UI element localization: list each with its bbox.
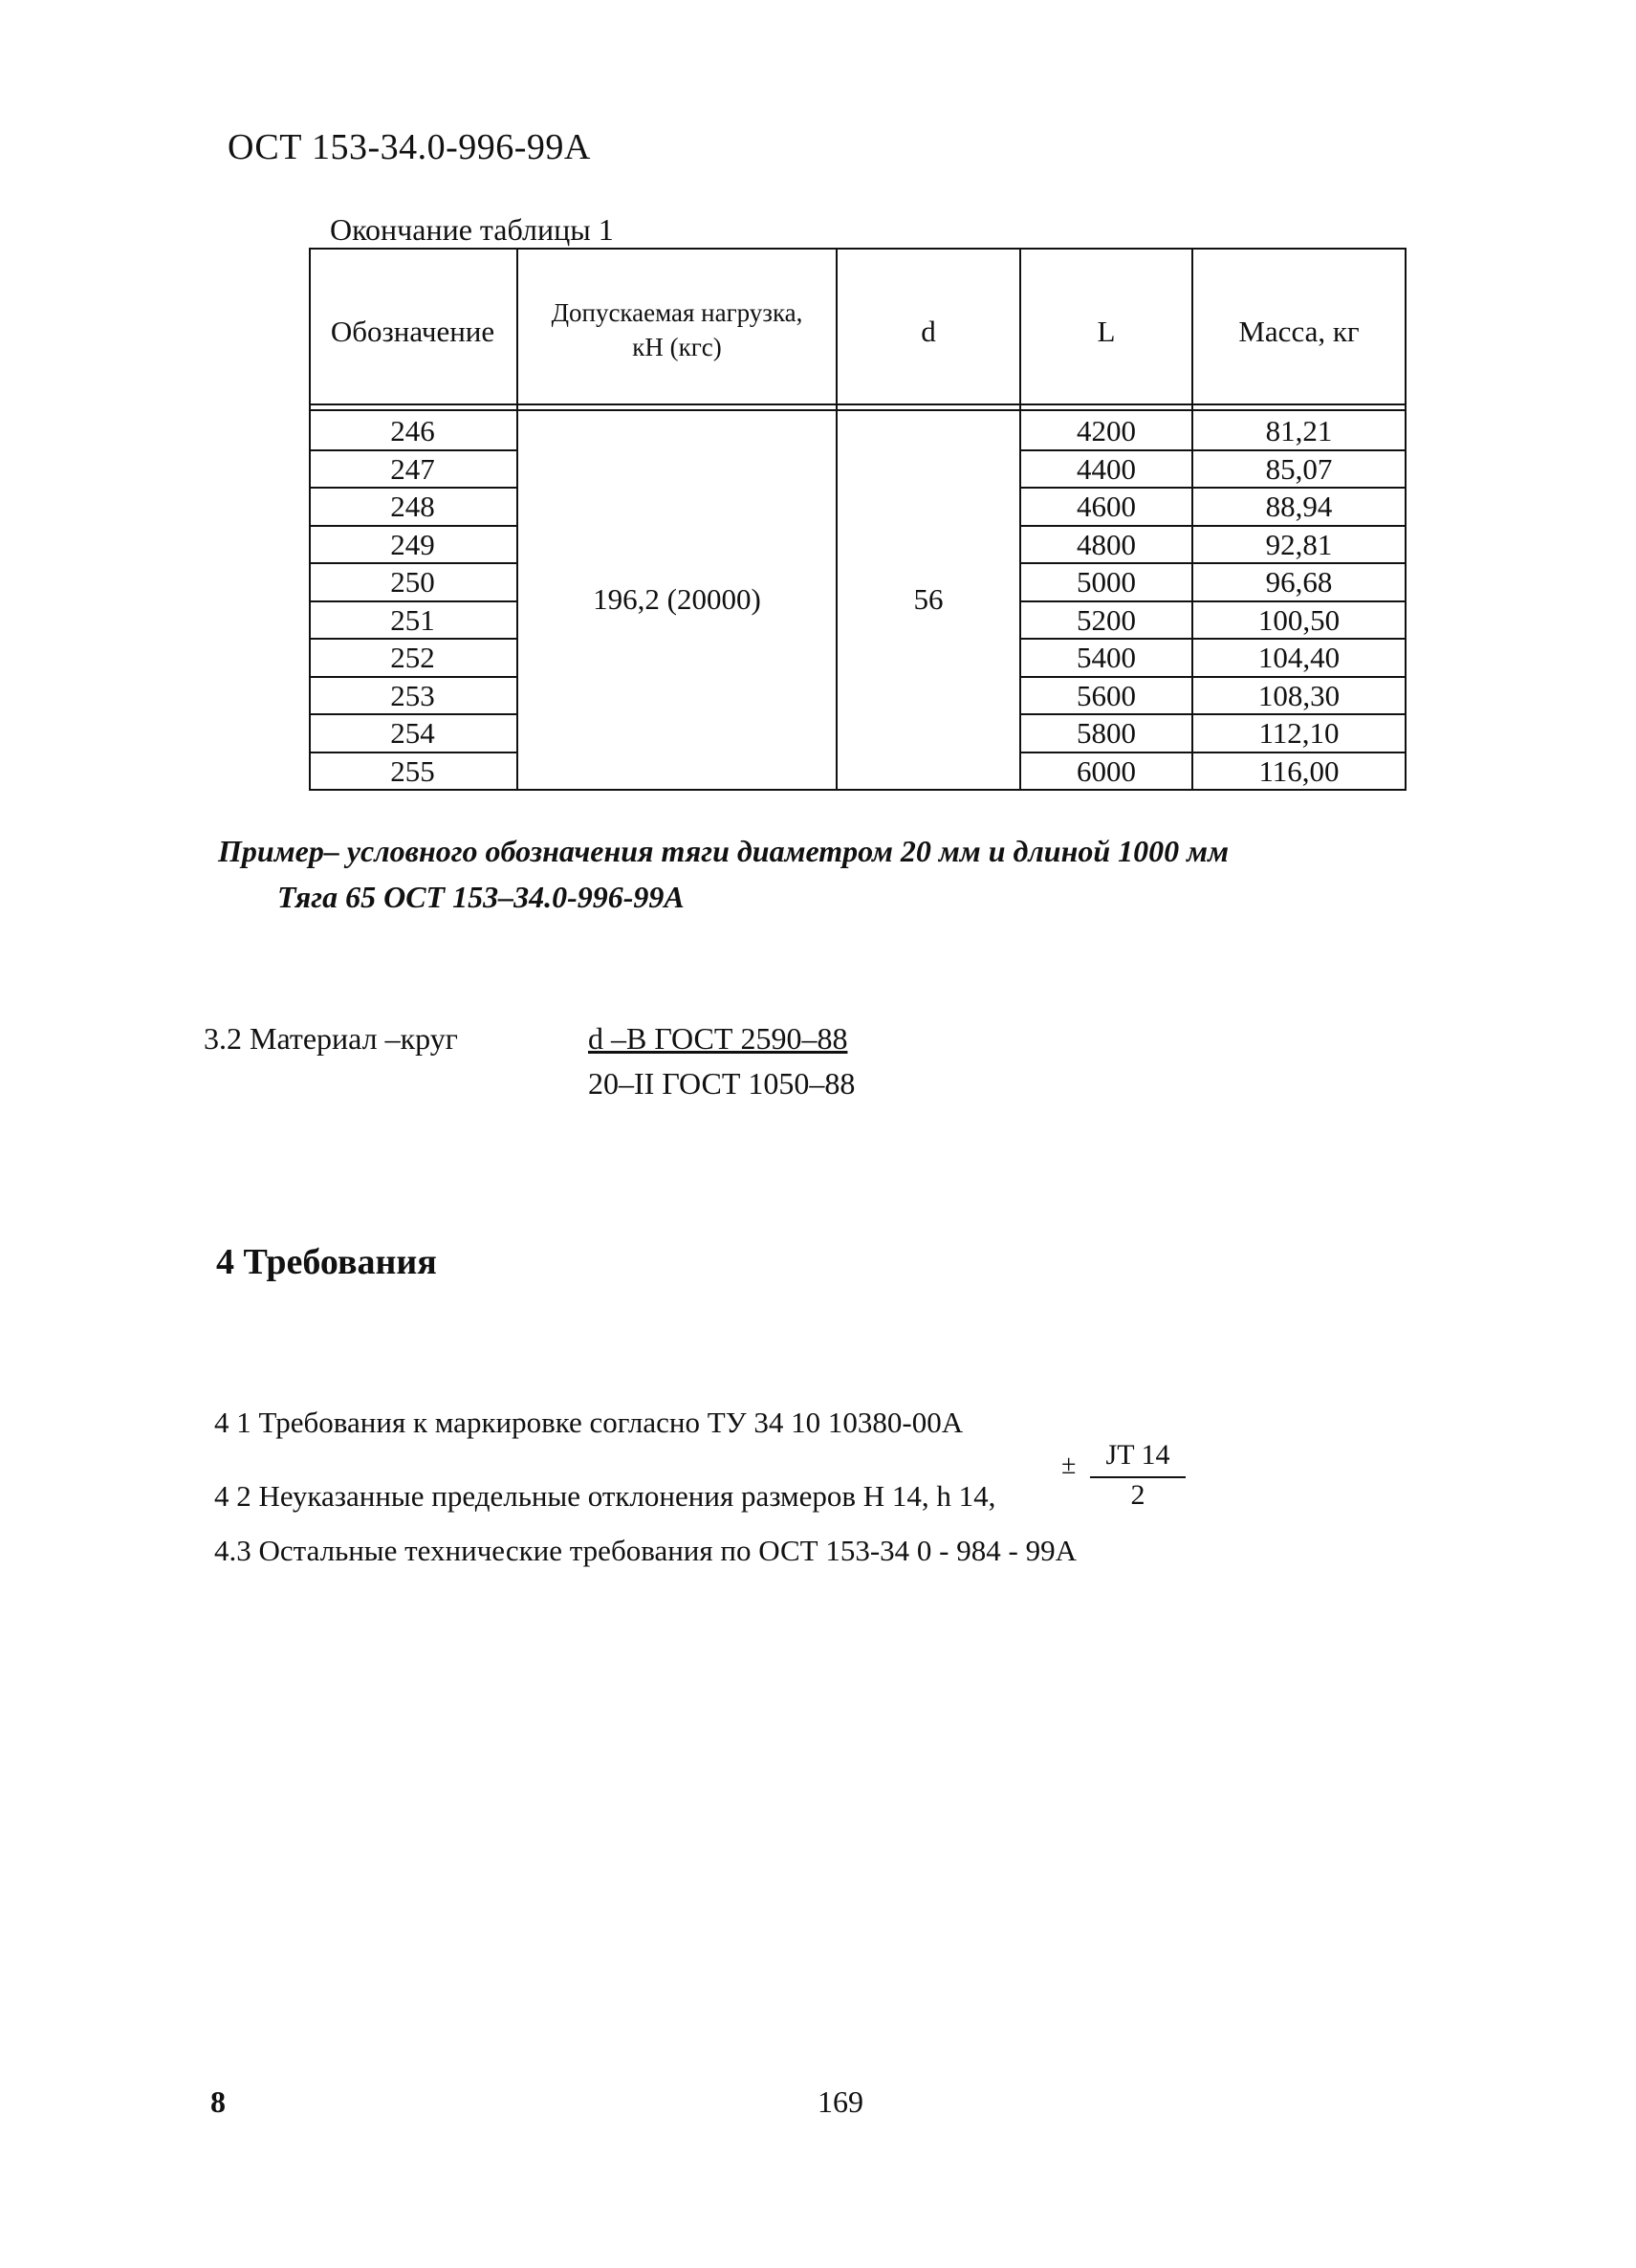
header-divider <box>309 403 1407 405</box>
header-mass: Масса, кг <box>1238 315 1360 348</box>
table-cell-mass: 100,50 <box>1257 603 1341 637</box>
table-cell-L: 5600 <box>1077 679 1136 712</box>
table-cell-mass: 88,94 <box>1265 490 1333 523</box>
table-cell-mass: 116,00 <box>1258 754 1340 788</box>
document-code: ОСТ 153-34.0-996-99А <box>228 127 591 167</box>
table-border-right <box>1405 248 1407 791</box>
table-cell-designation: 253 <box>390 679 435 712</box>
requirement-4-3: 4.3 Остальные технические требования по ОСТ 153-34 0 - 984 - 99А <box>214 1534 1077 1567</box>
example-designation: Тяга 65 ОСТ 153–34.0-996-99А <box>277 880 685 914</box>
table-cell-designation: 250 <box>390 565 435 599</box>
material-label: 3.2 Материал –круг <box>204 1021 458 1056</box>
header-load-line2: кН (кгс) <box>632 333 722 361</box>
table-cell-designation: 251 <box>390 603 435 637</box>
header-d: d <box>921 315 936 348</box>
table-cell-designation: 246 <box>390 414 435 447</box>
fraction-numerator: JT 14 <box>1105 1439 1170 1471</box>
page-number-center: 169 <box>818 2084 863 2119</box>
merged-d-value: 56 <box>913 582 944 616</box>
table-cell-L: 5200 <box>1077 603 1136 637</box>
material-line-2: 20–II ГОСТ 1050–88 <box>588 1066 856 1101</box>
material-line-1: d –В ГОСТ 2590–88 <box>588 1021 848 1056</box>
row-separator <box>1019 562 1407 564</box>
table-cell-L: 4600 <box>1077 490 1136 523</box>
row-separator <box>1019 752 1407 753</box>
row-separator <box>309 562 516 564</box>
row-separator <box>309 487 516 489</box>
requirement-4-1: 4 1 Требования к маркировке согласно ТУ 34 10 10380-00А <box>214 1406 964 1439</box>
table-border-bottom <box>309 789 1407 791</box>
row-separator <box>1019 638 1407 640</box>
table-cell-mass: 92,81 <box>1265 528 1333 561</box>
table-cell-designation: 248 <box>390 490 435 523</box>
row-separator <box>1019 600 1407 602</box>
requirement-4-2: 4 2 Неуказанные предельные отклонения размеров Н 14, h 14, <box>214 1479 996 1513</box>
row-separator <box>1019 487 1407 489</box>
table-cell-designation: 249 <box>390 528 435 561</box>
row-separator <box>309 752 516 753</box>
header-load-line1: Допускаемая нагрузка, <box>551 298 803 327</box>
header-L: L <box>1097 315 1116 348</box>
table-cell-designation: 254 <box>390 716 435 750</box>
row-separator <box>1019 713 1407 715</box>
table-cell-L: 4800 <box>1077 528 1136 561</box>
row-separator <box>1019 525 1407 527</box>
tolerance-fraction <box>1061 1439 1186 1516</box>
data-table <box>309 248 1407 791</box>
example-text: Пример– условного обозначения тяги диаметром 20 мм и длиной 1000 мм <box>218 834 1229 868</box>
table-cell-mass: 81,21 <box>1265 414 1333 447</box>
row-separator <box>309 676 516 678</box>
table-cell-mass: 112,10 <box>1258 716 1340 750</box>
table-cell-mass: 96,68 <box>1265 565 1333 599</box>
table-cell-L: 4200 <box>1077 414 1136 447</box>
section-title: 4 Требования <box>216 1242 437 1282</box>
table-cell-designation: 255 <box>390 754 435 788</box>
plus-minus-sign: ± <box>1061 1450 1077 1480</box>
table-cell-L: 4400 <box>1077 452 1136 486</box>
row-separator <box>309 525 516 527</box>
table-cell-mass: 108,30 <box>1257 679 1341 712</box>
header-divider-2 <box>309 409 1407 411</box>
row-separator <box>309 638 516 640</box>
merged-load-value: 196,2 (20000) <box>593 582 761 616</box>
row-separator <box>309 713 516 715</box>
row-separator <box>309 449 516 451</box>
fraction-denominator: 2 <box>1130 1479 1145 1511</box>
table-cell-L: 5000 <box>1077 565 1136 599</box>
row-separator <box>309 600 516 602</box>
page-number-left: 8 <box>210 2084 226 2119</box>
table-cell-L: 5400 <box>1077 641 1136 674</box>
table-caption: Окончание таблицы 1 <box>330 212 614 247</box>
fraction-bar <box>1090 1476 1186 1478</box>
table-border-top <box>309 248 1407 250</box>
table-cell-L: 5800 <box>1077 716 1136 750</box>
row-separator <box>1019 676 1407 678</box>
header-designation: Обозначение <box>330 315 495 348</box>
table-cell-designation: 252 <box>390 641 435 674</box>
row-separator <box>1019 449 1407 451</box>
table-cell-L: 6000 <box>1077 754 1136 788</box>
table-cell-designation: 247 <box>390 452 435 486</box>
table-cell-mass: 85,07 <box>1265 452 1333 486</box>
table-cell-mass: 104,40 <box>1257 641 1341 674</box>
